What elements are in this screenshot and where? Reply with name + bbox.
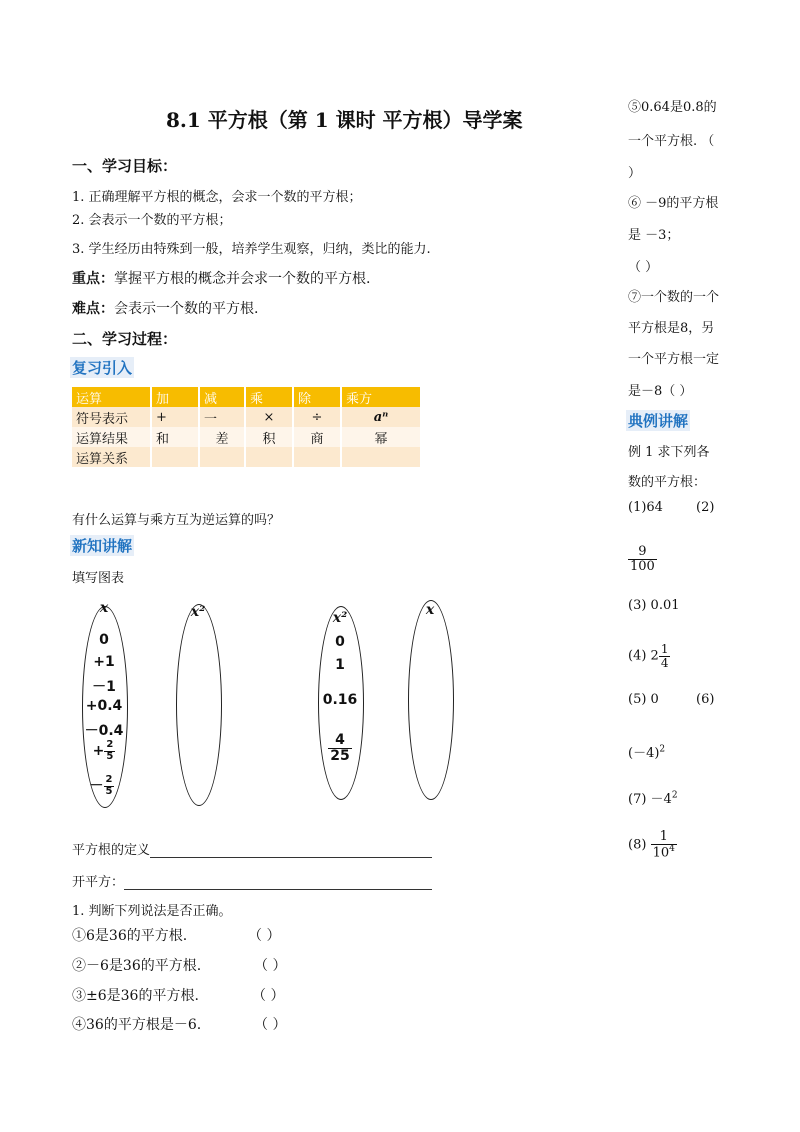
- table-cell: 一: [199, 407, 245, 427]
- ellipse1-value: +1: [93, 654, 115, 670]
- frac-den: 10: [652, 844, 670, 860]
- example-7: [628, 788, 678, 807]
- frac-den: 25: [330, 747, 350, 764]
- ellipse3-value: 0: [335, 634, 345, 650]
- page-title: 8.1 平方根（第 1 课时 平方根）导学案: [166, 108, 523, 132]
- table-cell: 运算: [72, 387, 151, 407]
- example-7-exp: 2: [671, 790, 678, 801]
- judge-heading: 1. 判断下列说法是否正确。: [72, 904, 232, 919]
- table-cell: +: [151, 407, 199, 427]
- judge-item: ④36的平方根是－6.: [72, 1017, 202, 1033]
- frac-den: 5: [105, 785, 113, 797]
- frac-num: 2: [106, 739, 114, 750]
- ellipse-x-squared: [176, 604, 222, 806]
- rc-item5-line3: ）: [628, 166, 642, 181]
- section-heading-goals: 一、学习目标：: [72, 157, 178, 175]
- example-8: [628, 830, 677, 860]
- frac-den: 5: [106, 750, 114, 762]
- rc-item5-line2: 一个平方根. （: [628, 134, 715, 149]
- table-cell: aⁿ: [341, 407, 421, 427]
- example-6-exp: 2: [659, 744, 666, 755]
- table-cell: [199, 447, 245, 467]
- key-label: 重点：: [72, 271, 114, 287]
- frac-den: 4: [660, 655, 669, 670]
- rc-item7-line1: ⑦一个数的一个: [628, 290, 720, 305]
- frac-den-exp: 4: [669, 843, 675, 854]
- judge-item: ③±6是36的平方根.: [72, 988, 199, 1004]
- difficult-text: 会表示一个数的平方根.: [114, 301, 259, 317]
- ellipse4-head: x: [425, 602, 435, 618]
- table-cell: 加: [151, 387, 199, 407]
- judge-item: ①6是36的平方根.: [72, 928, 188, 944]
- judge-paren[interactable]: （ ）: [252, 988, 285, 1004]
- review-question: 有什么运算与乘方互为逆运算的吗？: [72, 513, 281, 528]
- ellipse1-head: x: [99, 600, 109, 616]
- rc-item6-line2: 是 －3；: [628, 228, 680, 243]
- frac-num: 1: [651, 830, 677, 845]
- goal-1: 1. 正确理解平方根的概念，会求一个数的平方根；: [72, 190, 362, 205]
- judge-paren[interactable]: （ ）: [254, 958, 287, 974]
- frac-den: 100: [630, 558, 655, 574]
- frac-num: 4: [328, 733, 351, 749]
- table-header-row: [72, 387, 421, 407]
- table-cell: 幂: [341, 427, 421, 447]
- table-cell: 乘方: [341, 387, 421, 407]
- ellipse3-frac: [318, 733, 362, 763]
- example-6-label: (6): [696, 692, 715, 707]
- example-6-expr: [628, 742, 665, 761]
- table-row: [72, 407, 421, 427]
- table-cell: [245, 447, 293, 467]
- frac-num: 1: [660, 642, 669, 656]
- sign: +: [92, 743, 105, 759]
- table-cell: ×: [245, 407, 293, 427]
- table-cell: 运算关系: [72, 447, 151, 467]
- example-6-base: (－4): [628, 746, 660, 761]
- kaipingfang-line: [72, 871, 432, 890]
- ellipse-x-roots: [408, 600, 454, 800]
- kaipingfang-label: 开平方：: [72, 875, 125, 890]
- ellipse1-value: －0.4: [84, 723, 124, 739]
- table-cell: 运算结果: [72, 427, 151, 447]
- judge-item: ②－6是36的平方根.: [72, 958, 202, 974]
- judge-paren[interactable]: （ ）: [254, 1017, 287, 1033]
- judge-paren[interactable]: （ ）: [248, 928, 281, 944]
- example-2-label: (2): [696, 500, 715, 515]
- table-cell: 乘: [245, 387, 293, 407]
- sign: －: [89, 778, 104, 794]
- kaipingfang-blank[interactable]: [124, 889, 432, 890]
- example-4-label: (4) 2: [628, 648, 659, 664]
- rc-item7-line4: 是－8（ ）: [628, 384, 693, 399]
- example-4: [628, 643, 670, 669]
- example-3: (3) 0.01: [628, 598, 680, 613]
- table-cell: [151, 447, 199, 467]
- definition-blank[interactable]: [150, 857, 432, 858]
- ellipse1-frac-neg: [80, 775, 124, 797]
- example-5: (5) 0: [628, 692, 659, 707]
- key-point: [72, 268, 370, 288]
- rc-item7-line2: 平方根是8，另: [628, 321, 715, 336]
- example-line2: 数的平方根：: [628, 475, 707, 490]
- definition-line: [72, 839, 432, 858]
- table-cell: 减: [199, 387, 245, 407]
- table-cell: [293, 447, 341, 467]
- table-cell: 商: [293, 427, 341, 447]
- example-7-base: (7) －4: [628, 792, 672, 807]
- key-text: 掌握平方根的概念并会求一个数的平方根.: [114, 271, 371, 287]
- rc-item6-line1: ⑥ －9的平方根: [628, 196, 719, 211]
- ellipse1-value: －1: [92, 679, 116, 695]
- table-row: [72, 427, 421, 447]
- ellipse1-value: 0: [99, 632, 109, 648]
- difficult-point: [72, 298, 258, 318]
- ellipse3-value: 0.16: [322, 692, 358, 708]
- example-1: (1)64: [628, 500, 663, 515]
- rc-item6-line3[interactable]: （ ）: [628, 260, 659, 275]
- table-cell: 符号表示: [72, 407, 151, 427]
- difficult-label: 难点：: [72, 301, 114, 317]
- example-2-frac: [628, 545, 657, 573]
- ellipse1-value: +0.4: [85, 698, 123, 714]
- instruction: 填写图表: [72, 571, 125, 586]
- table-cell: 差: [199, 427, 245, 447]
- example-line1: 例 1 求下列各: [628, 445, 710, 460]
- ellipse3-head: x²: [332, 610, 348, 626]
- ellipse3-value: 1: [335, 657, 345, 673]
- frac-num: 9: [628, 545, 657, 560]
- goal-2: 2. 会表示一个数的平方根；: [72, 213, 232, 228]
- ellipse1-frac-pos: [82, 740, 126, 762]
- section-heading-process: 二、学习过程：: [72, 330, 178, 348]
- operation-table: [72, 387, 422, 467]
- table-cell: 和: [151, 427, 199, 447]
- goal-3: 3. 学生经历由特殊到一般，培养学生观察，归纳，类比的能力.: [72, 242, 431, 257]
- tag-review: 复习引入: [72, 359, 133, 377]
- tag-examples: 典例讲解: [628, 412, 689, 430]
- table-row: [72, 447, 421, 467]
- ellipse2-head: x²: [190, 604, 206, 620]
- table-cell: 积: [245, 427, 293, 447]
- table-cell: 除: [293, 387, 341, 407]
- table-cell: [341, 447, 421, 467]
- rc-item7-line3: 一个平方根一定: [628, 352, 720, 367]
- example-8-label: (8): [628, 837, 647, 853]
- rc-item5-line1: ⑤0.64是0.8的: [628, 100, 717, 115]
- frac-num: 2: [105, 774, 113, 785]
- table-cell: ÷: [293, 407, 341, 427]
- tag-new-knowledge: 新知讲解: [72, 537, 133, 555]
- definition-label: 平方根的定义: [72, 843, 151, 858]
